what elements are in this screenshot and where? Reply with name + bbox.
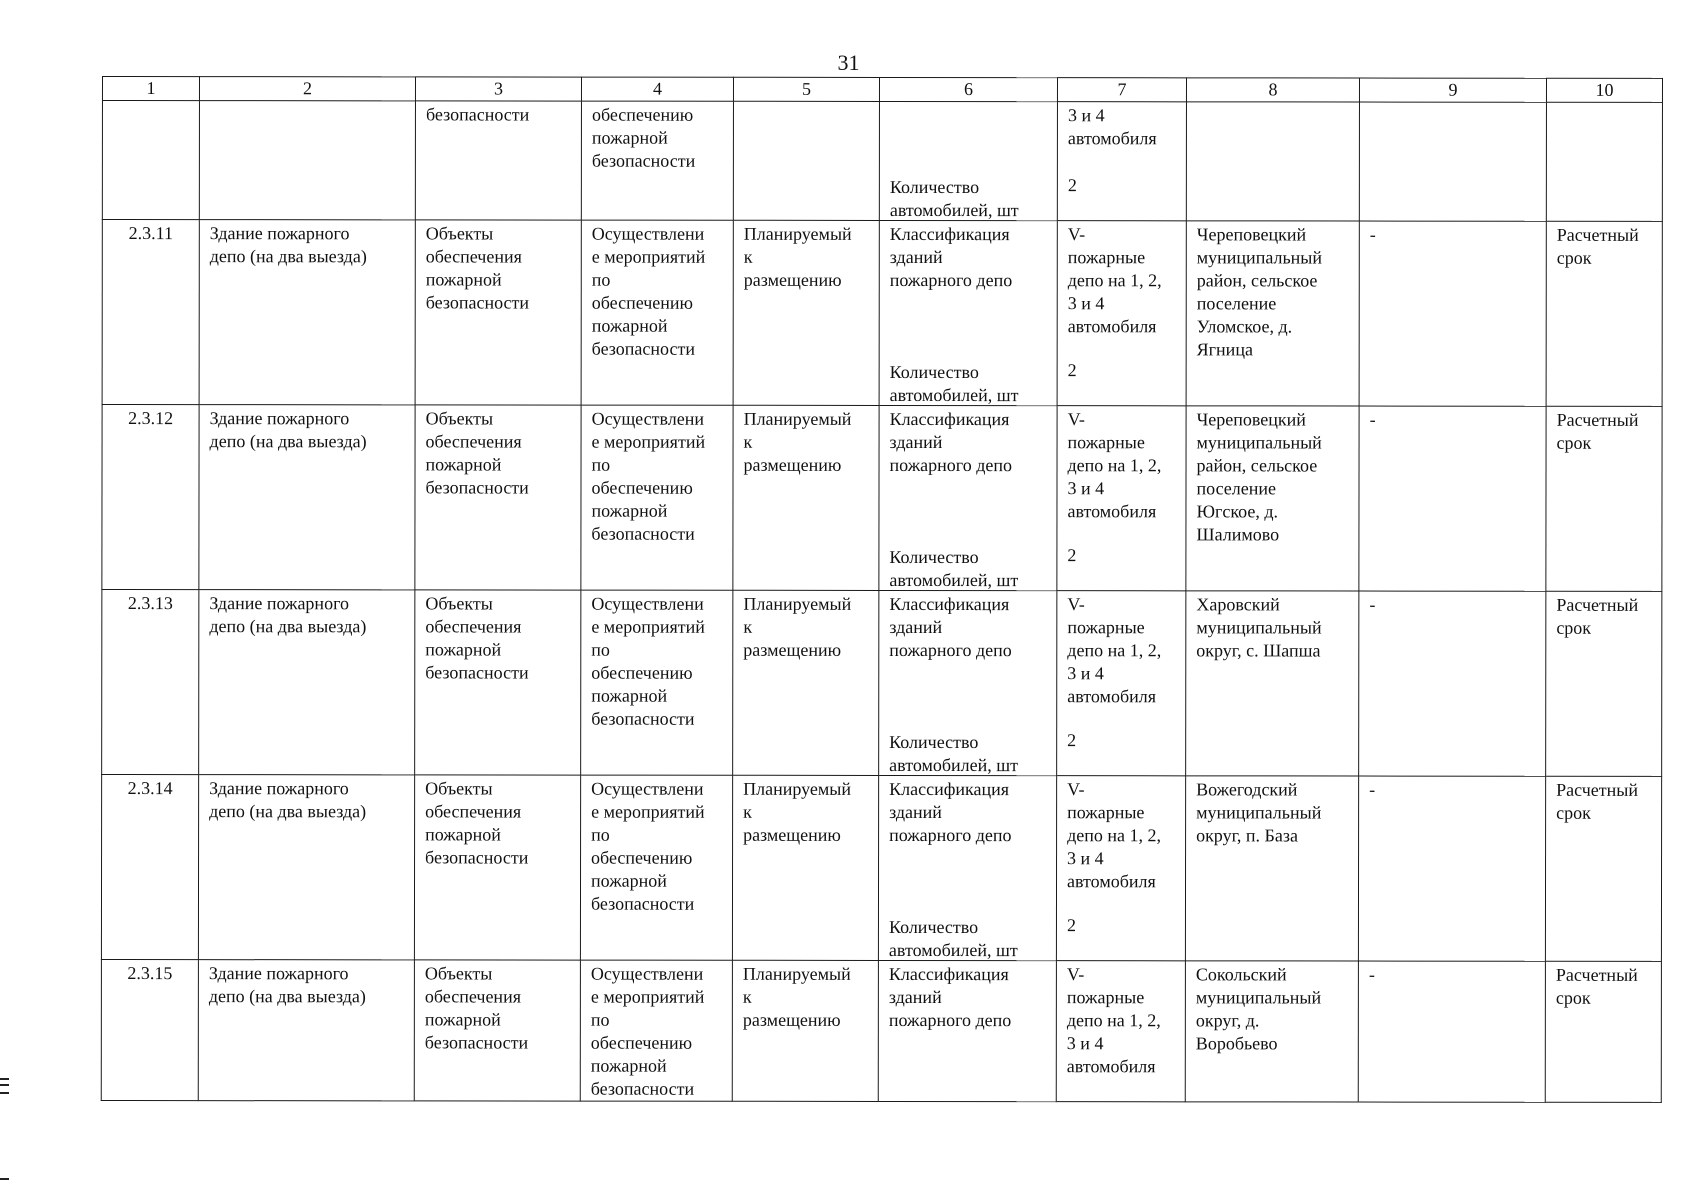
header-cell: 10 bbox=[1546, 78, 1662, 102]
cell-location: Харовский муниципальный округ, с. Шапша bbox=[1186, 591, 1359, 776]
cell-name bbox=[199, 101, 415, 220]
cell-name: Здание пожарного депо (на два выезда) bbox=[199, 405, 415, 590]
cell-num: 2.3.14 bbox=[101, 775, 198, 960]
header-cell: 6 bbox=[879, 77, 1057, 101]
cell-characteristic bbox=[879, 590, 1057, 775]
cell-status: Планируемый к размещению bbox=[733, 590, 879, 775]
cell-name: Здание пожарного депо (на два выезда) bbox=[198, 960, 414, 1101]
cell-term bbox=[1546, 102, 1662, 221]
header-cell: 9 bbox=[1359, 78, 1546, 102]
cell-zone: - bbox=[1359, 221, 1546, 406]
header-cell: 4 bbox=[581, 77, 733, 101]
cell-value-bottom: 2 bbox=[1067, 545, 1077, 566]
cell-type: Объекты обеспечения пожарной безопасности bbox=[415, 220, 581, 405]
cell-type: Объекты обеспечения пожарной безопасности bbox=[415, 405, 581, 590]
cell-characteristic bbox=[879, 220, 1057, 405]
cell-value-top: V- пожарные депо на 1, 2, 3 и 4 автомобиля bbox=[1066, 964, 1161, 1077]
cell-purpose: обеспечению пожарной безопасности bbox=[581, 101, 733, 220]
cell-value bbox=[1056, 776, 1185, 961]
cell-value-top: V- пожарные депо на 1, 2, 3 и 4 автомобиля bbox=[1067, 224, 1162, 337]
cell-name: Здание пожарного депо (на два выезда) bbox=[198, 775, 414, 960]
cell-characteristic-bottom: Количество автомобилей, шт bbox=[889, 546, 1019, 591]
cell-value-top: V- пожарные депо на 1, 2, 3 и 4 автомобиля bbox=[1067, 779, 1161, 892]
cell-location: Череповецкий муниципальный район, сельское поселение Уломское, д. Ягница bbox=[1186, 221, 1359, 406]
cell-term: Расчетный срок bbox=[1546, 221, 1662, 406]
header-cell: 1 bbox=[102, 77, 199, 101]
cell-name: Здание пожарного депо (на два выезда) bbox=[199, 590, 415, 775]
cell-value-top: V- пожарные депо на 1, 2, 3 и 4 автомобиля bbox=[1067, 594, 1162, 707]
table-row bbox=[101, 959, 1661, 1102]
cell-characteristic-top: Классификация зданий пожарного депо bbox=[889, 223, 1013, 291]
cell-status bbox=[733, 101, 879, 220]
cell-zone: - bbox=[1359, 406, 1546, 591]
cell-location: Вожегодский муниципальный округ, п. База bbox=[1185, 776, 1358, 961]
value-bottom: 2 bbox=[1067, 175, 1077, 196]
cell-purpose: Осуществлени е мероприятий по обеспечению пожарной безопасности bbox=[580, 775, 732, 960]
cell-purpose: Осуществлени е мероприятий по обеспечению пожарной безопасности bbox=[581, 590, 733, 775]
table-row bbox=[102, 220, 1662, 407]
cell-purpose: Осуществлени е мероприятий по обеспечению пожарной безопасности bbox=[581, 220, 733, 405]
cell-term: Расчетный срок bbox=[1545, 776, 1661, 961]
cell-term: Расчетный срок bbox=[1546, 591, 1662, 776]
cell-characteristic-top: Классификация зданий пожарного депо bbox=[889, 408, 1013, 476]
cell-characteristic-bottom: Количество автомобилей, шт bbox=[888, 916, 1018, 961]
cell-status: Планируемый к размещению bbox=[733, 220, 879, 405]
continuation-row bbox=[102, 101, 1662, 222]
cell-characteristic bbox=[879, 101, 1057, 220]
cell-purpose: Осуществлени е мероприятий по обеспечению пожарной безопасности bbox=[580, 960, 732, 1101]
cell-characteristic bbox=[878, 775, 1056, 960]
cell-value bbox=[1057, 102, 1186, 221]
cell-zone: - bbox=[1358, 776, 1545, 961]
cell-name: Здание пожарного депо (на два выезда) bbox=[199, 220, 415, 405]
header-cell: 5 bbox=[733, 77, 879, 101]
cell-value bbox=[1057, 221, 1186, 406]
cell-term: Расчетный срок bbox=[1545, 961, 1661, 1102]
cell-status: Планируемый к размещению bbox=[732, 960, 878, 1101]
cell-value-bottom: 2 bbox=[1067, 730, 1077, 751]
header-cell: 8 bbox=[1186, 78, 1359, 102]
planned-objects-table bbox=[101, 76, 1663, 1103]
table-row bbox=[101, 775, 1661, 962]
cell-characteristic-top: Классификация зданий пожарного депо bbox=[889, 778, 1012, 846]
cell-zone: - bbox=[1359, 591, 1546, 776]
cell-num: 2.3.12 bbox=[102, 405, 199, 590]
cell-value-bottom: 2 bbox=[1066, 915, 1076, 936]
table-row bbox=[102, 590, 1662, 777]
cell-type: Объекты обеспечения пожарной безопасности bbox=[414, 775, 580, 960]
cell-type: безопасности bbox=[415, 101, 581, 220]
cell-characteristic-bottom: Количество автомобилей, шт bbox=[889, 731, 1019, 776]
header-cell: 7 bbox=[1057, 78, 1186, 102]
cell-num: 2.3.15 bbox=[101, 959, 198, 1100]
cell-characteristic-bottom: Количество автомобилей, шт bbox=[889, 361, 1019, 406]
cell-status: Планируемый к размещению bbox=[732, 775, 878, 960]
cell-characteristic bbox=[879, 405, 1057, 590]
cell-location: Череповецкий муниципальный район, сельское поселение Югское, д. Шалимово bbox=[1186, 406, 1359, 591]
cell-value-bottom: 2 bbox=[1067, 360, 1077, 381]
cell-zone: - bbox=[1358, 961, 1545, 1102]
cell-num: 2.3.13 bbox=[102, 590, 199, 775]
cell-value bbox=[1056, 961, 1185, 1102]
cell-value-top: V- пожарные депо на 1, 2, 3 и 4 автомобиля bbox=[1067, 409, 1162, 522]
margin-mark bbox=[0, 1178, 9, 1180]
header-cell: 3 bbox=[415, 77, 581, 101]
cell-characteristic-top: Классификация зданий пожарного депо bbox=[888, 963, 1012, 1031]
cell-value bbox=[1057, 591, 1186, 776]
cell-location bbox=[1186, 102, 1359, 221]
cell-characteristic bbox=[878, 960, 1056, 1101]
characteristic-bottom: Количество автомобилей, шт bbox=[889, 176, 1019, 221]
margin-mark bbox=[0, 1078, 9, 1094]
cell-type: Объекты обеспечения пожарной безопасности bbox=[415, 590, 581, 775]
page-number: 31 bbox=[837, 50, 860, 75]
cell-num: 2.3.11 bbox=[102, 220, 199, 405]
cell-location: Сокольский муниципальный округ, д. Воробьево bbox=[1185, 961, 1358, 1102]
header-cell: 2 bbox=[199, 77, 415, 101]
table-row bbox=[102, 405, 1662, 592]
cell-term: Расчетный срок bbox=[1546, 406, 1662, 591]
cell-status: Планируемый к размещению bbox=[733, 405, 879, 590]
cell-num bbox=[102, 101, 199, 220]
cell-zone bbox=[1359, 102, 1546, 221]
cell-characteristic-top: Классификация зданий пожарного депо bbox=[889, 593, 1012, 661]
cell-value bbox=[1057, 406, 1186, 591]
cell-purpose: Осуществлени е мероприятий по обеспечению пожарной безопасности bbox=[581, 405, 733, 590]
header-row bbox=[102, 77, 1662, 103]
value-top: 3 и 4 автомобиля bbox=[1067, 105, 1157, 149]
cell-type: Объекты обеспечения пожарной безопасности bbox=[414, 960, 580, 1101]
